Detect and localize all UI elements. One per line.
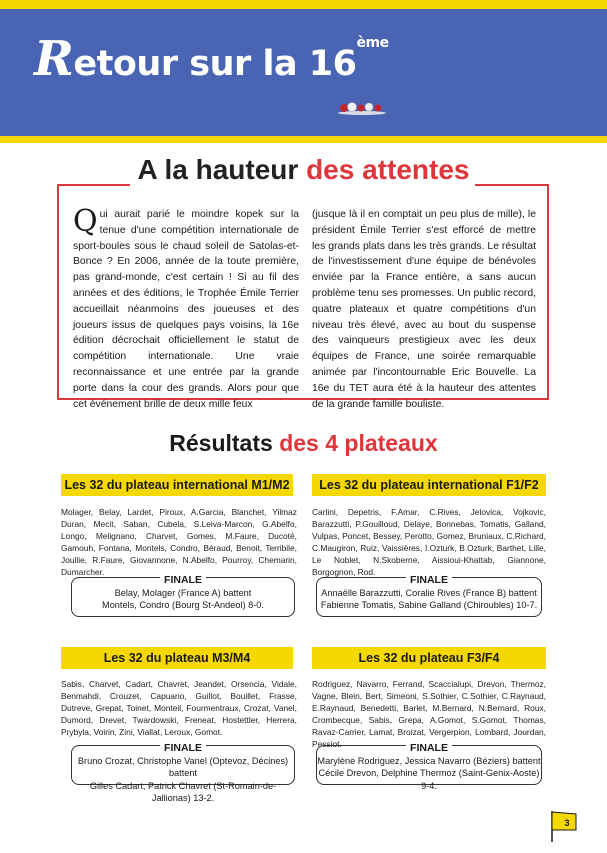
finale-line: Montels, Condro (Bourg St-Andeol) 8-0.: [102, 600, 264, 611]
header-banner: [0, 9, 607, 136]
plateau-names-f3-f4: Rodriguez, Navarro, Ferrand, Scaccialupi, Drevon, Thermoz, Vagne, Blein, Bert, Simeoni, S.Sothier, C.Sothier, C.Raynaud, E.Raynaud, Benedetti, Barlet, M.Bernard, N.Bernard, Roux, Crombecque, Sabis, Grepa, A.Gomot, S.Gomot, Thomas, Ravaz-Carrier, Lamat, Broizat, Vergerpion, Lombard, Jourdan, Pessiot.: [312, 679, 546, 750]
finale-line: Annaëlle Barazzutti, Coralie Rives (France B) battent: [321, 588, 537, 598]
page-number: 3: [564, 818, 570, 828]
plateau-names-m3-m4: Sabis, Charvet, Cadart, Chavret, Jeandet, Orsencia, Vidale, Benmahdi, Crouzet, Capuano, Guillot, Bouillet, Frasse, Dutreve, Grepat, Toinet, Monteil, Fourmentraux, Crozat, Vanel, Dumord, Drevet, Twardowski, Freneat, Hostettler, Herrera, Prybyla, Voirin, Zini, Viallat, Leroux, Gomot.: [61, 679, 297, 738]
header-title: [34, 31, 389, 87]
header-title-text: etour sur la 16: [73, 44, 357, 84]
boules-illustration: [336, 101, 388, 115]
finale-box-f3-f4: [316, 742, 542, 791]
plateau-names-m1-m2: Molager, Belay, Lardet, Piroux, A.Garcia, Blanchet, Yilmaz Duran, Mecit, Saban, Cubela, S.Leiva-Marcon, G.Abelfo, Longo, Melignano, Charvet, Gomes, M.Faure, Ducoté, Gamouh, Fontana, Montels, Condro, Béraud, Benoit, Terribile, Joullie, R.Faure, Giovannone, N.Abelfo, Pourroy, Chemarin, Dumarcher.: [61, 507, 297, 578]
top-yellow-strip: [0, 0, 607, 9]
results-title-dark: Résultats: [169, 430, 273, 456]
article-column-1-text: ui aurait parié le moindre kopek sur la tenue d'une compétition internationale de sport-boules sous le chaud soleil de Satolas-et-Bonce ? En 2006, année de la toute première, pas grand-monde, c'est certain ! Si au fil des années et des éditions, le Trophée Émile Terrier accueillait néanmoins des joueuses et des joueurs issus de quelques pays voisins, la 16e édition décrochait officiellement le statut de compétition internationale. Une vraie reconnaissance et une entrée par la grande porte dans la cour des grands. Alors pour que cet événement brille de deux mille feux: [73, 209, 299, 410]
article-title: [0, 154, 607, 186]
article-title-dark: A la hauteur: [137, 154, 299, 185]
finale-box-f1-f2: [316, 574, 542, 617]
plateau-header-f1-f2: Les 32 du plateau international F1/F2: [312, 474, 546, 496]
finale-label: FINALE: [406, 574, 452, 586]
finale-line: Fabienne Tomatis, Sabine Galland (Chiroubles) 10-7.: [320, 600, 538, 611]
drop-cap: Q: [73, 204, 98, 239]
header-title-sup: ème: [356, 35, 389, 51]
plateau-names-f1-f2: Carlini, Depetris, F.Amar, C.Rives, Jelovica, Vojkovic, Barazzutti, P.Gouilloud, Delaye, Bonnebas, Tomatis, Galland, Vulpas, Poncet, Bessey, Perotto, Gomez, Bruniaux, C.Richard, C.Maugiron, Ruiz, Vaissières, I.Ozturk, B.Ozturk, Barthet, Lille, Le Noblet, N.Skoberne, Aissioui-Khattab, Giannone, Borgognon, Rod.: [312, 507, 546, 578]
plateau-header-m1-m2: Les 32 du plateau international M1/M2: [61, 474, 293, 496]
finale-line: Gilles Cadart, Patrick Chavret (St-Romain-de-Jallionas) 13-2.: [89, 780, 277, 804]
header-title-initial: R: [34, 31, 74, 87]
finale-label: FINALE: [160, 574, 206, 586]
finale-line: Cécile Drevon, Delphine Thermoz (Saint-Genix-Aoste) 9-4.: [318, 768, 540, 791]
article-title-red: des attentes: [306, 154, 470, 185]
article-column-2: (jusque là il en comptait un peu plus de mille), le président Émile Terrier s'est efforcé de mettre les grands plats dans les très grands. Le résultat de l'investissement d'une équipe de bénévoles enviée par la France entière, a sans aucun problème tenu ses promesses. Un public record, quatre plateaux et quatre compétitions d'un niveau très élevé, avec au bout du suspense des vainqueurs prestigieux avec les deux équipes de France, une soirée remarquable animée par l'incontournable Eric Bouvelle. La 16e du TET aura été à la hauteur des attentes de la grande famille bouliste.: [312, 209, 536, 410]
finale-line: Bruno Crozat, Christophe Vanel (Optevoz, Décines) battent: [77, 756, 289, 779]
finale-line: Marylène Rodriguez, Jessica Navarro (Béziers) battent: [317, 756, 541, 766]
results-title-red: des 4 plateaux: [279, 430, 438, 456]
plateau-header-m3-m4: Les 32 du plateau M3/M4: [61, 647, 293, 669]
header-yellow-border: [0, 136, 607, 143]
finale-label: FINALE: [406, 742, 452, 754]
plateau-header-f3-f4: Les 32 du plateau F3/F4: [312, 647, 546, 669]
finale-box-m1-m2: [71, 574, 295, 617]
results-title: [0, 430, 607, 457]
article-column-1: [73, 204, 299, 412]
finale-label: FINALE: [160, 742, 206, 754]
finale-box-m3-m4: [71, 742, 295, 804]
finale-line: Belay, Molager (France A) battent: [114, 588, 252, 598]
